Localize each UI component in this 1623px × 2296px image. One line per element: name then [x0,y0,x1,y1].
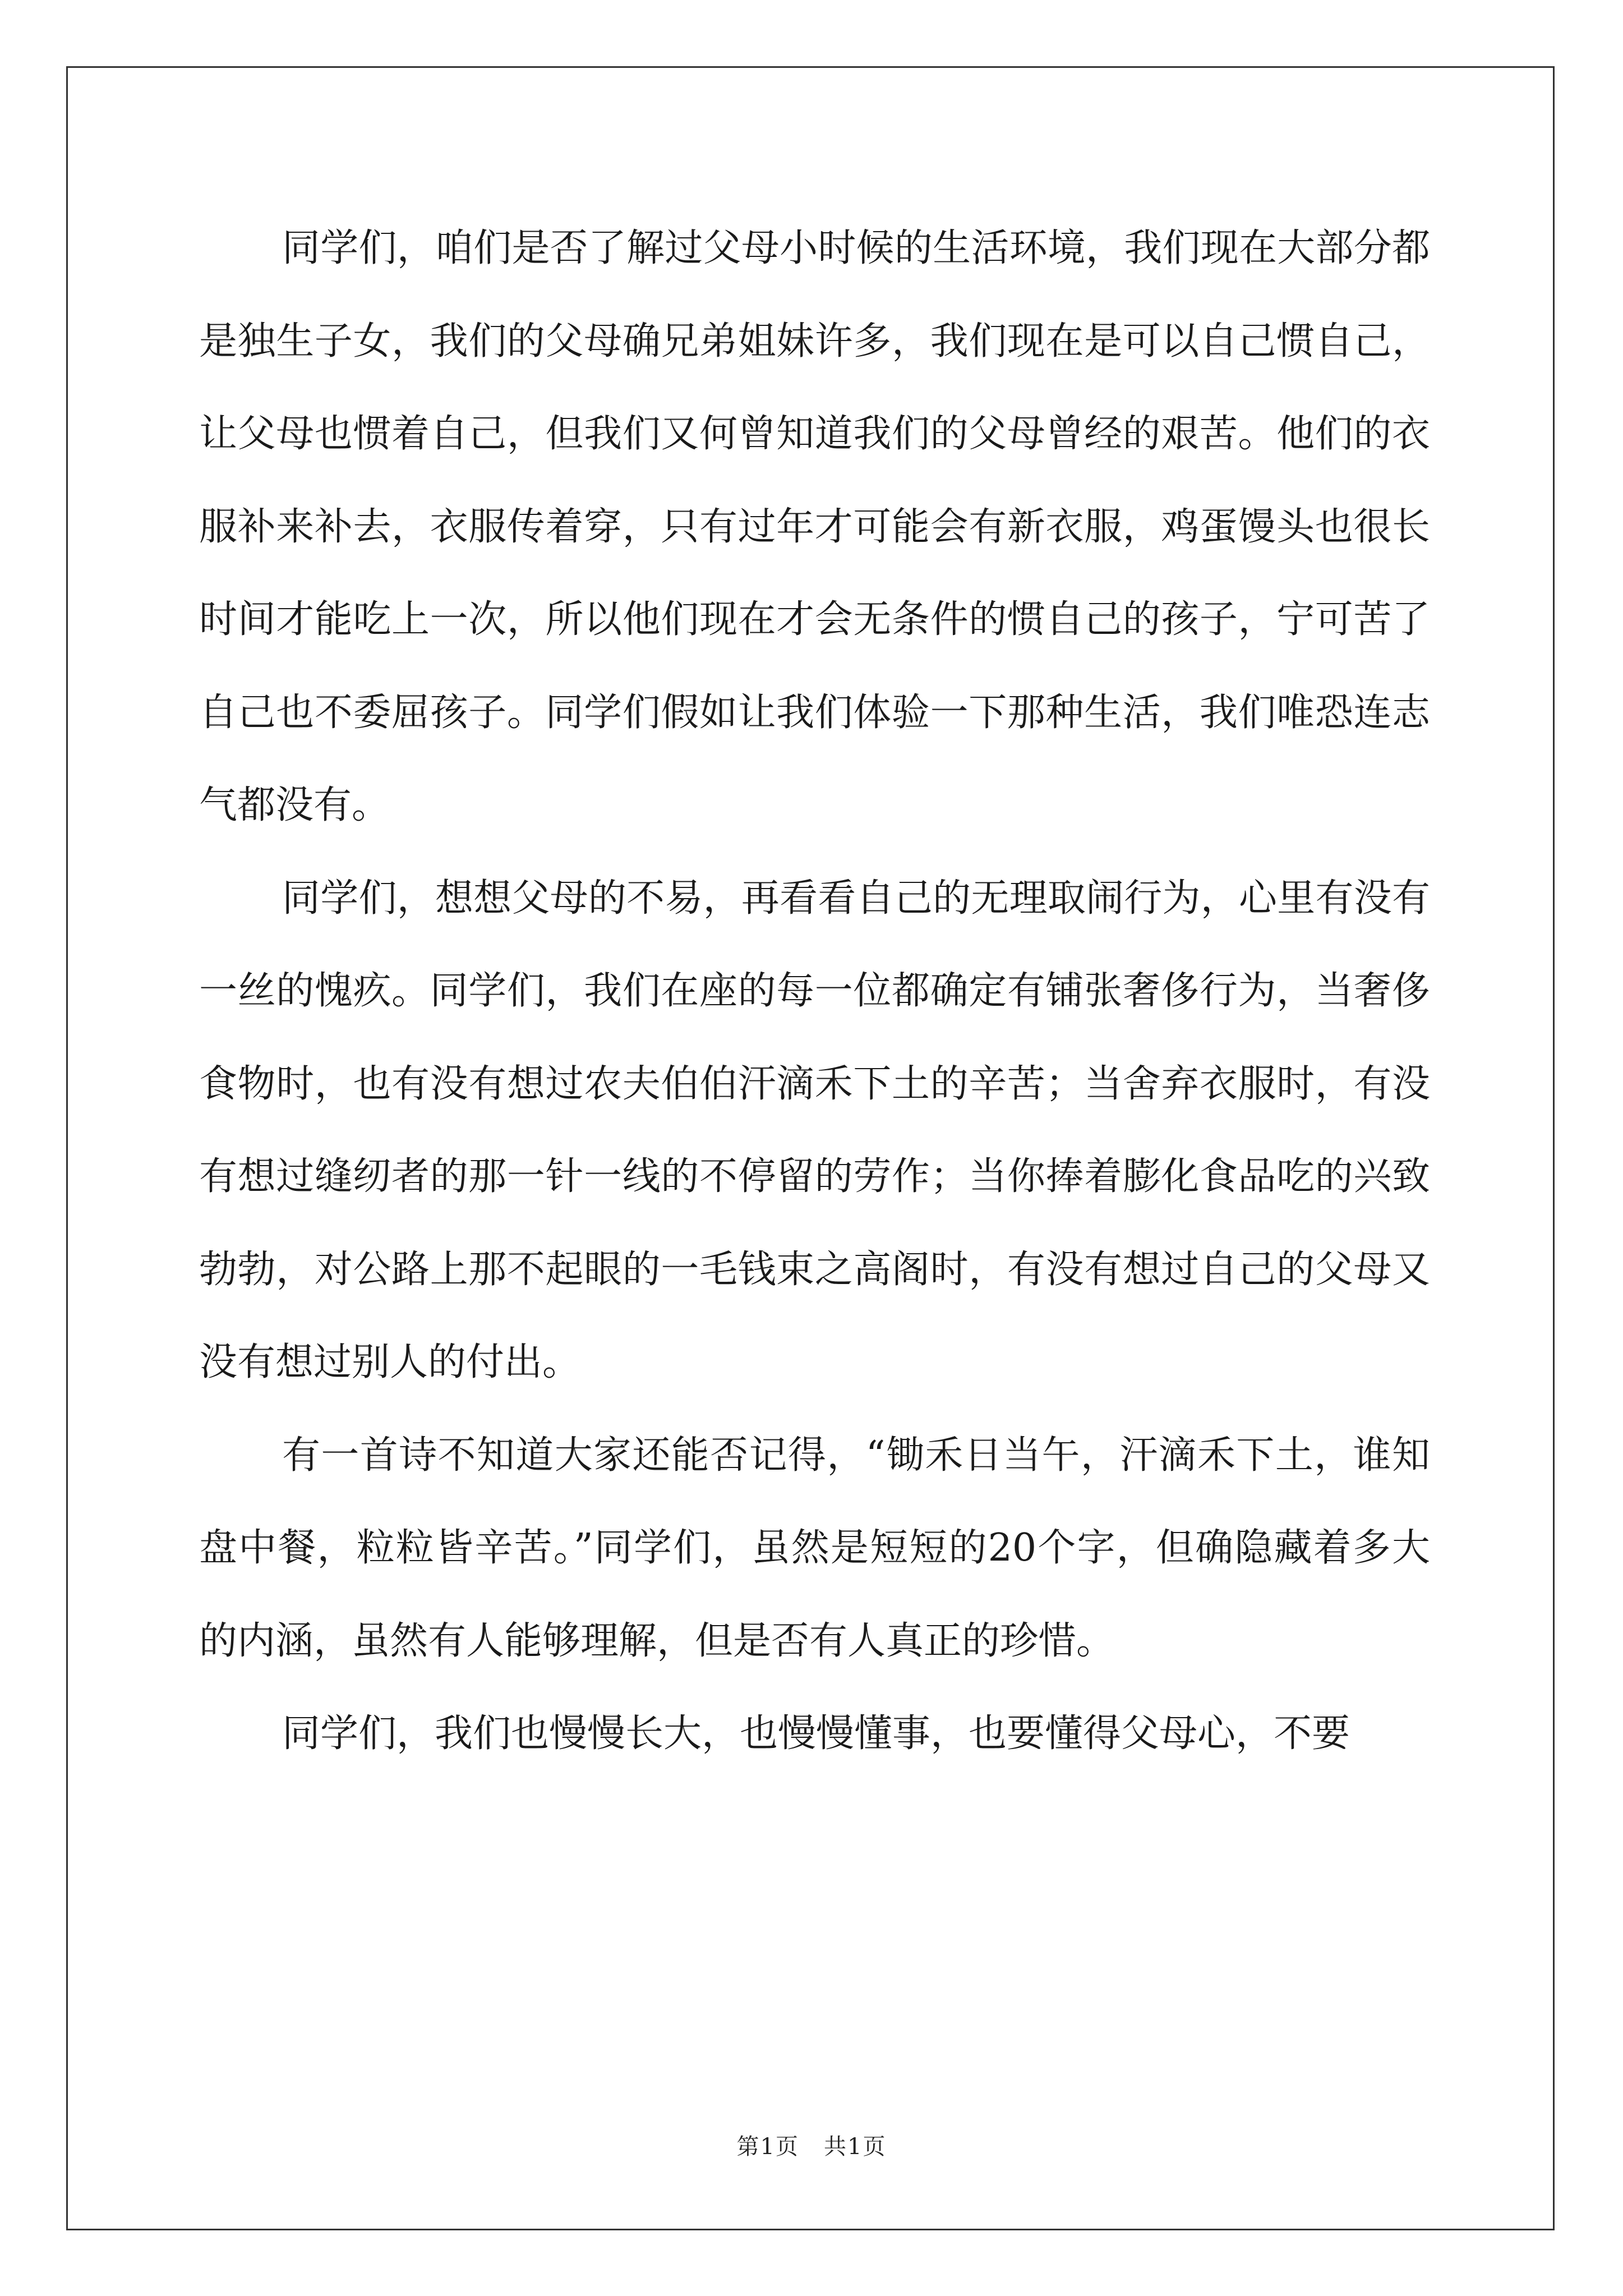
page-total: 共1页 [824,2134,887,2160]
paragraph-4: 同学们，我们也慢慢长大，也慢慢懂事，也要懂得父母心，不要 [282,1711,1350,1756]
paragraph-3: 有一首诗不知道大家还能否记得，“锄禾日当午，汗滴禾下土，谁知盘中餐，粒粒皆辛苦。”同学们，虽然是短短的20个字，但确隐藏着多大的内涵，虽然有人能够理解，但是否有人真正的珍惜。 [199,1433,1430,1663]
paragraph-2: 同学们，想想父母的不易，再看看自己的无理取闹行为，心里有没有一丝的愧疚。同学们，我们在座的每一位都确定有铺张奢侈行为，当奢侈食物时，也有没有想过农夫伯伯汗滴禾下土的辛苦；当舍弃衣服时，有没有想过缝纫者的那一针一线的不停留的劳作；当你捧着膨化食品吃的兴致勃勃，对公路上那不起眼的一毛钱束之高阁时，有没有想过自己的父母又没有想过别人的付出。 [199,876,1430,1384]
page-number: 第1页 [736,2134,799,2160]
document-body [199,202,1430,1780]
paragraph-1: 同学们，咱们是否了解过父母小时候的生活环境，我们现在大部分都是独生子女，我们的父母确兄弟姐妹许多，我们现在是可以自己惯自己，让父母也惯着自己，但我们又何曾知道我们的父母曾经的艰苦。他们的衣服补来补去，衣服传着穿，只有过年才可能会有新衣服，鸡蛋馒头也很长时间才能吃上一次，所以他们现在才会无条件的惯自己的孩子，宁可苦了自己也不委屈孩子。同学们假如让我们体验一下那种生活，我们唯恐连志气都没有。 [199,226,1430,827]
page-footer [0,2129,1623,2161]
